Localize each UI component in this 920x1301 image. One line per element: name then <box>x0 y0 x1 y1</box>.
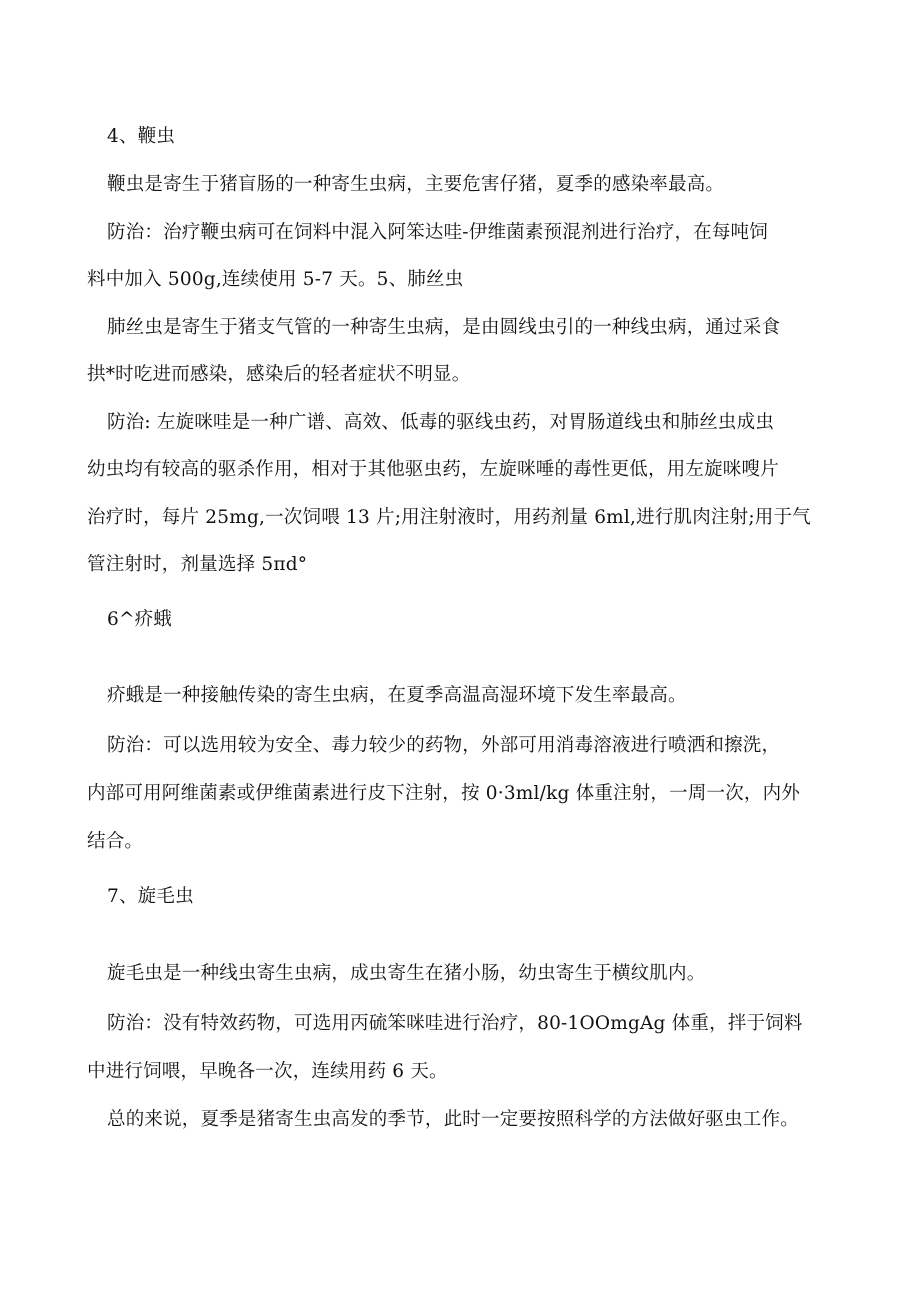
paragraph-line: 拱*时吃进而感染，感染后的轻者症状不明显。 <box>87 364 471 385</box>
paragraph-line: 管注射时，剂量选择 5πd° <box>87 554 308 575</box>
paragraph-line: 防治：没有特效药物，可选用丙硫笨咪哇进行治疗，80-1OOmgAg 体重，拌于饲料 <box>107 1013 803 1034</box>
paragraph-line: 治疗时，每片 25mg,一次饲喂 13 片;用注射液时，用药剂量 6ml,进行肌肉注射;用于气 <box>87 507 811 528</box>
paragraph-line: 防治：可以选用较为安全、毒力较少的药物，外部可用消毒溶液进行喷洒和擦洗， <box>107 735 781 756</box>
paragraph-line: 疥蛾是一种接触传染的寄生虫病，在夏季高温高湿环境下发生率最高。 <box>107 685 687 706</box>
paragraph-line: 内部可用阿维菌素或伊维菌素进行皮下注射，按 0·3ml/kg 体重注射，一周一次，内外 <box>87 783 801 804</box>
paragraph-line: 肺丝虫是寄生于猪支气管的一种寄生虫病，是由圆线虫引的一种线虫病，通过采食 <box>107 317 781 338</box>
paragraph-line: 旋毛虫是一种线虫寄生虫病，成虫寄生在猪小肠，幼虫寄生于横纹肌内。 <box>107 963 706 984</box>
section-heading-whipworm: 4、鞭虫 <box>107 126 176 147</box>
section-heading-trichinella: 7、旋毛虫 <box>107 886 194 907</box>
paragraph-line: 防治：治疗鞭虫病可在饲料中混入阿笨达哇-伊维菌素预混剂进行治疗，在每吨饲 <box>107 222 768 243</box>
paragraph-line: 结合。 <box>87 831 144 852</box>
paragraph-line: 总的来说，夏季是猪寄生虫高发的季节，此时一定要按照科学的方法做好驱虫工作。 <box>107 1109 799 1130</box>
paragraph-line: 料中加入 500g,连续使用 5-7 天。5、肺丝虫 <box>87 269 464 290</box>
paragraph-line: 鞭虫是寄生于猪盲肠的一种寄生虫病，主要危害仔猪，夏季的感染率最高。 <box>107 174 725 195</box>
section-heading-scabies: 6^疥蛾 <box>107 609 173 630</box>
paragraph-line: 中进行饲喂，早晚各一次，连续用药 6 天。 <box>87 1061 448 1082</box>
paragraph-line: 防治: 左旋咪哇是一种广谱、高效、低毒的驱线虫药，对胃肠道线虫和肺丝虫成虫 <box>107 412 775 433</box>
paragraph-line: 幼虫均有较高的驱杀作用，相对于其他驱虫药，左旋咪唾的毒性更低，用左旋咪嗖片 <box>87 459 779 480</box>
